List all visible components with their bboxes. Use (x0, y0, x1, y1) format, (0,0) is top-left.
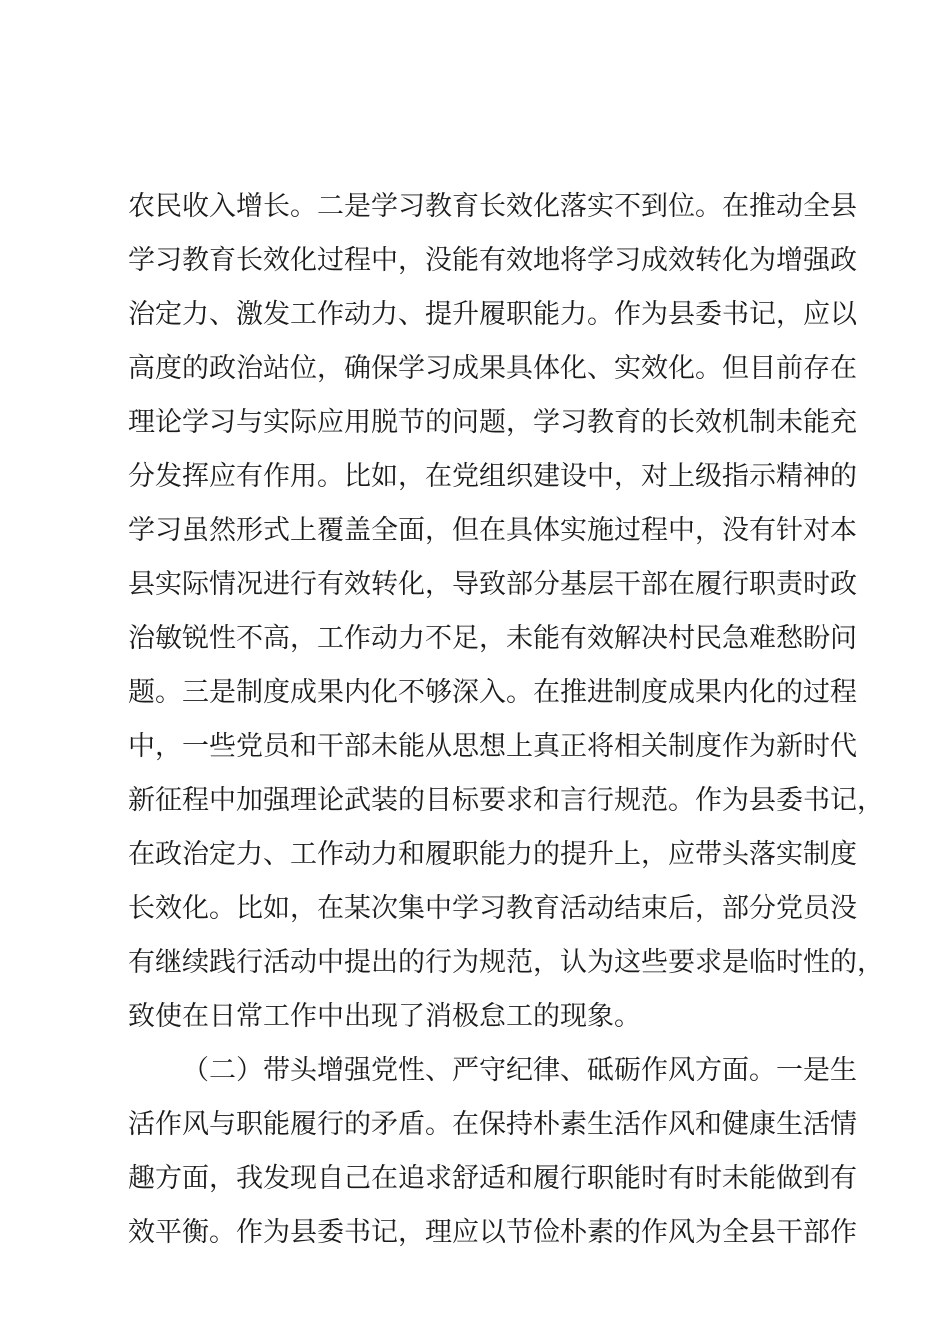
text-line: 分发挥应有作用。比如，在党组织建设中，对上级指示精神的 (128, 461, 857, 492)
text-line: 治定力、激发工作动力、提升履职能力。作为县委书记，应以 (128, 299, 857, 330)
text-line: 高度的政治站位，确保学习成果具体化、实效化。但目前存在 (128, 353, 857, 384)
text-line: 趣方面，我发现自己在追求舒适和履行职能时有时未能做到有 (128, 1163, 857, 1194)
body-text (128, 180, 884, 1260)
text-line: 中，一些党员和干部未能从思想上真正将相关制度作为新时代 (128, 731, 857, 762)
text-line: 题。三是制度成果内化不够深入。在推进制度成果内化的过程 (128, 677, 857, 708)
text-line: 学习教育长效化过程中，没能有效地将学习成效转化为增强政 (128, 245, 857, 276)
section-heading-line: （二）带头增强党性、严守纪律、砥砺作风方面。一是生 (182, 1055, 857, 1086)
text-line: 效平衡。作为县委书记，理应以节俭朴素的作风为全县干部作 (128, 1217, 857, 1248)
text-line: 在政治定力、工作动力和履职能力的提升上，应带头落实制度 (128, 839, 857, 870)
text-line: 农民收入增长。二是学习教育长效化落实不到位。在推动全县 (128, 191, 857, 222)
text-line: 长效化。比如，在某次集中学习教育活动结束后，部分党员没 (128, 893, 857, 924)
text-line: 理论学习与实际应用脱节的问题，学习教育的长效机制未能充 (128, 407, 857, 438)
text-line: 致使在日常工作中出现了消极怠工的现象。 (128, 1001, 641, 1032)
text-line: 新征程中加强理论武装的目标要求和言行规范。作为县委书记， (128, 785, 884, 816)
text-line: 有继续践行活动中提出的行为规范，认为这些要求是临时性的， (128, 947, 884, 978)
text-line: 活作风与职能履行的矛盾。在保持朴素生活作风和健康生活情 (128, 1109, 857, 1140)
text-line: 县实际情况进行有效转化，导致部分基层干部在履行职责时政 (128, 569, 857, 600)
text-line: 治敏锐性不高，工作动力不足，未能有效解决村民急难愁盼问 (128, 623, 857, 654)
text-line: 学习虽然形式上覆盖全面，但在具体实施过程中，没有针对本 (128, 515, 857, 546)
